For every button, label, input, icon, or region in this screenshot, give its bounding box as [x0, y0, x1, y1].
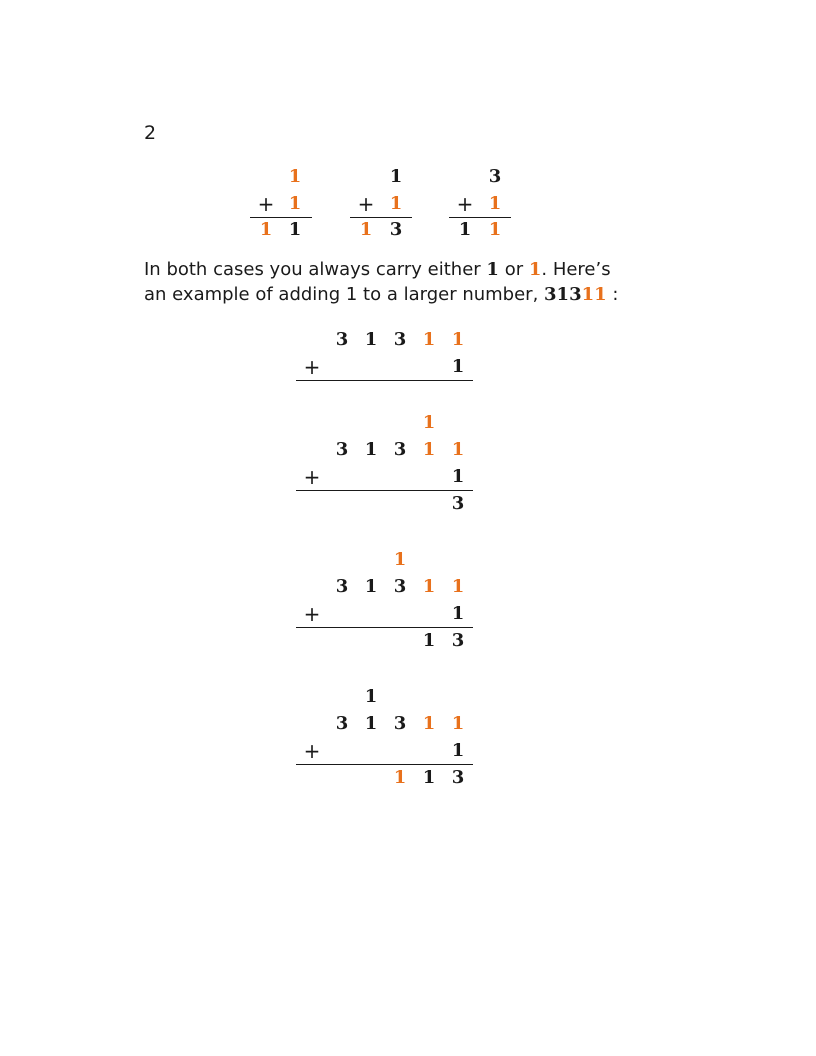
sum-rule	[296, 380, 473, 381]
sum-rule	[296, 764, 473, 765]
text-span: :	[612, 284, 619, 305]
number-digit: 3	[335, 329, 349, 350]
addend-digit: 1	[451, 740, 465, 761]
result-digit: 3	[451, 493, 465, 514]
number-digit: 3	[335, 713, 349, 734]
number-digit: 1	[451, 576, 465, 597]
result-digit: 1	[488, 219, 502, 240]
number-digit: 3	[393, 576, 407, 597]
number-digit: 3	[335, 439, 349, 460]
carry-digit: 1	[422, 412, 436, 433]
digit-top: 1	[389, 166, 403, 187]
paragraph-line-1	[144, 258, 664, 282]
plus-sign: +	[303, 602, 321, 626]
sum-rule	[250, 217, 312, 218]
result-digit: 1	[422, 630, 436, 651]
result-digit: 1	[422, 767, 436, 788]
bold-digit: 1	[486, 259, 499, 280]
number-digit: 1	[422, 713, 436, 734]
text-span: . Here’s	[541, 259, 611, 280]
number-digit: 1	[364, 329, 378, 350]
number-digit: 1	[364, 713, 378, 734]
number-digit: 1	[451, 713, 465, 734]
carry-digit: 1	[393, 549, 407, 570]
result-digit: 3	[451, 767, 465, 788]
sum-rule	[296, 490, 473, 491]
number-digit: 1	[422, 329, 436, 350]
digit-addend: 1	[288, 193, 302, 214]
digit-top: 1	[288, 166, 302, 187]
digit-addend: 1	[389, 193, 403, 214]
plus-sign: +	[303, 465, 321, 489]
number-digit: 1	[364, 576, 378, 597]
result-digit: 1	[393, 767, 407, 788]
plus-sign: +	[303, 739, 321, 763]
sum-rule	[296, 627, 473, 628]
number-digit: 1	[422, 576, 436, 597]
highlight-digit: 1	[528, 259, 542, 280]
text-span: or	[504, 259, 524, 280]
plus-sign: +	[257, 192, 275, 216]
addend-digit: 1	[451, 603, 465, 624]
plus-sign: +	[357, 192, 375, 216]
number-digit: 1	[451, 439, 465, 460]
digit-top: 3	[488, 166, 502, 187]
number-digit: 3	[393, 329, 407, 350]
addend-digit: 1	[451, 356, 465, 377]
number-digit: 1	[451, 329, 465, 350]
result-digit: 1	[259, 219, 273, 240]
number-digit: 1	[364, 439, 378, 460]
plus-sign: +	[456, 192, 474, 216]
page-number: 2	[144, 122, 157, 144]
addend-digit: 1	[451, 466, 465, 487]
text-span: In both cases you always carry either	[144, 259, 481, 280]
sum-rule	[449, 217, 511, 218]
paragraph-line-2	[144, 283, 664, 307]
highlight-number: 11	[581, 284, 607, 305]
result-digit: 1	[458, 219, 472, 240]
plus-sign: +	[303, 355, 321, 379]
number-digit: 3	[335, 576, 349, 597]
result-digit: 3	[451, 630, 465, 651]
carry-digit: 1	[364, 686, 378, 707]
text-span: an example of adding 1 to a larger number,	[144, 284, 539, 305]
number-digit: 3	[393, 439, 407, 460]
number-digit: 3	[393, 713, 407, 734]
result-digit: 1	[359, 219, 373, 240]
sum-rule	[350, 217, 412, 218]
result-digit: 1	[288, 219, 302, 240]
digit-addend: 1	[488, 193, 502, 214]
result-digit: 3	[389, 219, 403, 240]
number-digit: 1	[422, 439, 436, 460]
bold-number: 313	[544, 284, 582, 305]
